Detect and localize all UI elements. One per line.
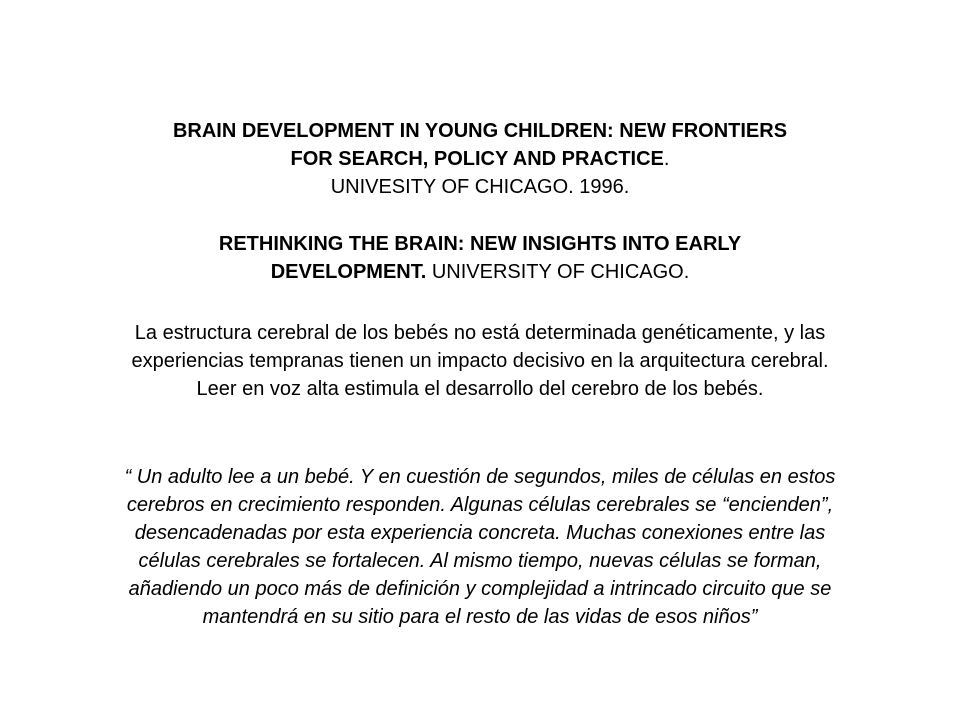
quote-line: añadiendo un poco más de definición y complejidad a intrincado circuito que se — [128, 578, 832, 600]
reference-1-title-line-1: BRAIN DEVELOPMENT IN YOUNG CHILDREN: NEW FRONTIERS — [172, 120, 788, 142]
reference-1-source: UNIVESITY OF CHICAGO. 1996. — [330, 176, 630, 198]
summary-line: Leer en voz alta estimula el desarrollo del cerebro de los bebés. — [196, 378, 764, 400]
reference-1 — [80, 117, 880, 201]
reference-2-title-line-2: DEVELOPMENT. UNIVERSITY OF CHICAGO. — [270, 261, 690, 283]
summary-line: experiencias tempranas tienen un impacto decisivo en la arquitectura cerebral. — [131, 350, 829, 372]
reference-2-title-line-1: RETHINKING THE BRAIN: NEW INSIGHTS INTO EARLY — [218, 233, 742, 255]
quote-line: desencadenadas por esta experiencia concreta. Muchas conexiones entre las — [134, 522, 826, 544]
summary-line: La estructura cerebral de los bebés no está determinada genéticamente, y las — [134, 322, 826, 344]
reference-2 — [80, 230, 880, 286]
reference-1-title-line-2: FOR SEARCH, POLICY AND PRACTICE. — [290, 148, 670, 170]
quote-paragraph — [35, 463, 925, 631]
summary-paragraph — [55, 319, 905, 403]
quote-line: “ Un adulto lee a un bebé. Y en cuestión de segundos, miles de células en estos — [124, 466, 836, 488]
reference-2-source: UNIVERSITY OF CHICAGO. — [426, 261, 690, 283]
quote-line: cerebros en crecimiento responden. Algunas células cerebrales se “encienden”, — [126, 494, 834, 516]
quote-line: células cerebrales se fortalecen. Al mismo tiempo, nuevas células se forman, — [138, 550, 822, 572]
quote-line: mantendrá en su sitio para el resto de las vidas de esos niños” — [202, 606, 758, 628]
